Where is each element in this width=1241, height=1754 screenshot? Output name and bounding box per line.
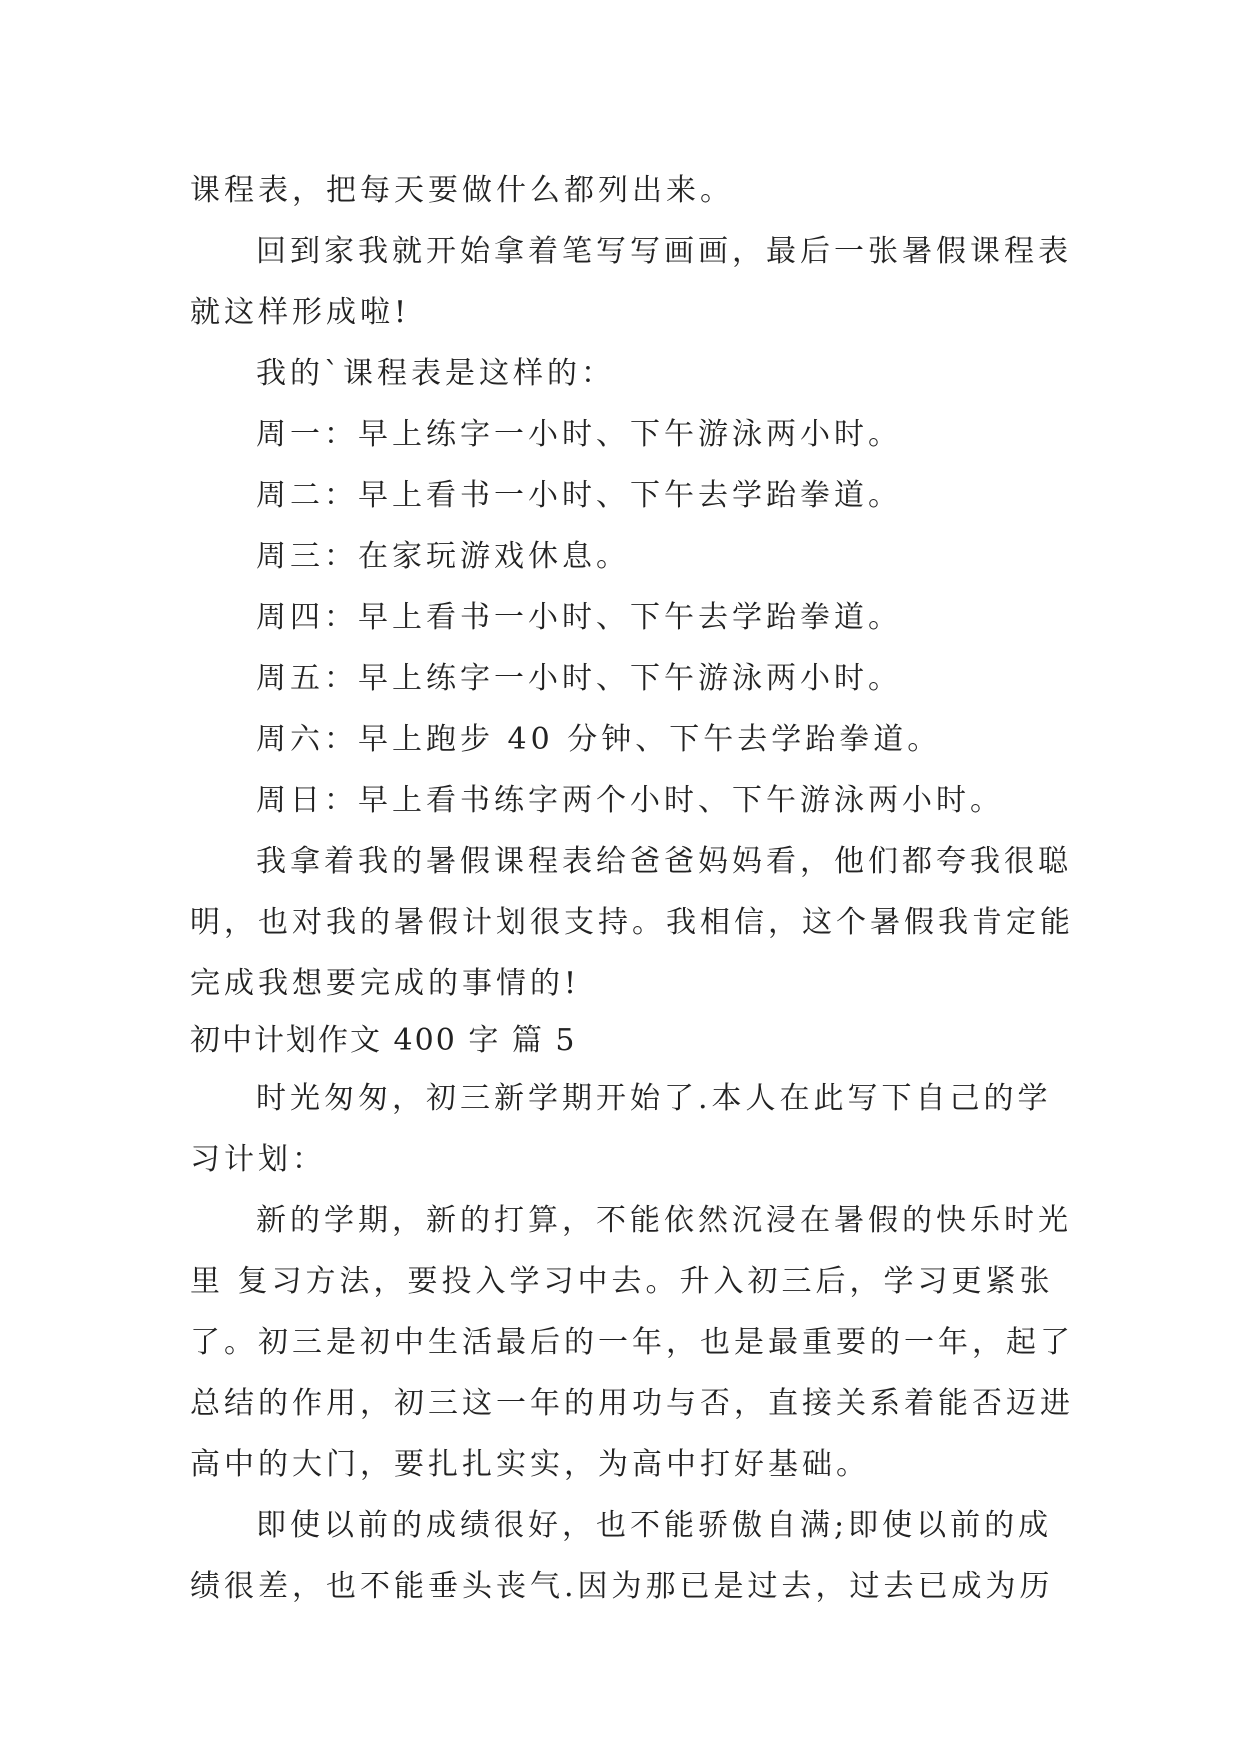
paragraph-line: 我拿着我的暑假课程表给爸爸妈妈看，他们都夸我很聪 [256, 844, 1072, 879]
paragraph-line: 里 复习方法，要投入学习中去。升入初三后，学习更紧张 [190, 1264, 1054, 1299]
schedule-item-wednesday: 周三：在家玩游戏休息。 [256, 539, 630, 574]
paragraph-line: 即使以前的成绩很好，也不能骄傲自满;即使以前的成 [256, 1508, 1053, 1543]
paragraph-line: 时光匆匆，初三新学期开始了.本人在此写下自己的学 [256, 1081, 1052, 1116]
schedule-item-friday: 周五：早上练字一小时、下午游泳两小时。 [256, 661, 902, 696]
schedule-item-tuesday: 周二：早上看书一小时、下午去学跆拳道。 [256, 478, 902, 513]
paragraph-line: 总结的作用，初三这一年的用功与否，直接关系着能否迈进 [190, 1386, 1074, 1421]
schedule-item-thursday: 周四：早上看书一小时、下午去学跆拳道。 [256, 600, 902, 635]
paragraph-line: 新的学期，新的打算，不能依然沉浸在暑假的快乐时光 [256, 1203, 1072, 1238]
paragraph-line: 就这样形成啦! [190, 295, 411, 330]
paragraph-line: 绩很差，也不能垂头丧气.因为那已是过去，过去已成为历 [190, 1569, 1054, 1604]
paragraph-line: 我的`课程表是这样的： [256, 356, 615, 391]
paragraph-line: 明，也对我的暑假计划很支持。我相信，这个暑假我肯定能 [190, 905, 1074, 940]
paragraph-line: 高中的大门，要扎扎实实，为高中打好基础。 [190, 1447, 870, 1482]
section-heading: 初中计划作文 400 字 篇 5 [190, 1023, 577, 1058]
paragraph-line: 了。初三是初中生活最后的一年，也是最重要的一年，起了 [190, 1325, 1074, 1360]
paragraph-line: 完成我想要完成的事情的! [190, 966, 581, 1001]
schedule-item-sunday: 周日：早上看书练字两个小时、下午游泳两小时。 [256, 783, 1004, 818]
paragraph-line: 回到家我就开始拿着笔写写画画，最后一张暑假课程表 [256, 234, 1072, 269]
schedule-item-monday: 周一：早上练字一小时、下午游泳两小时。 [256, 417, 902, 452]
paragraph-line: 课程表，把每天要做什么都列出来。 [190, 173, 734, 208]
document-body [190, 160, 1074, 1617]
schedule-item-saturday: 周六：早上跑步 40 分钟、下午去学跆拳道。 [256, 722, 942, 757]
paragraph-line: 习计划： [190, 1142, 326, 1177]
